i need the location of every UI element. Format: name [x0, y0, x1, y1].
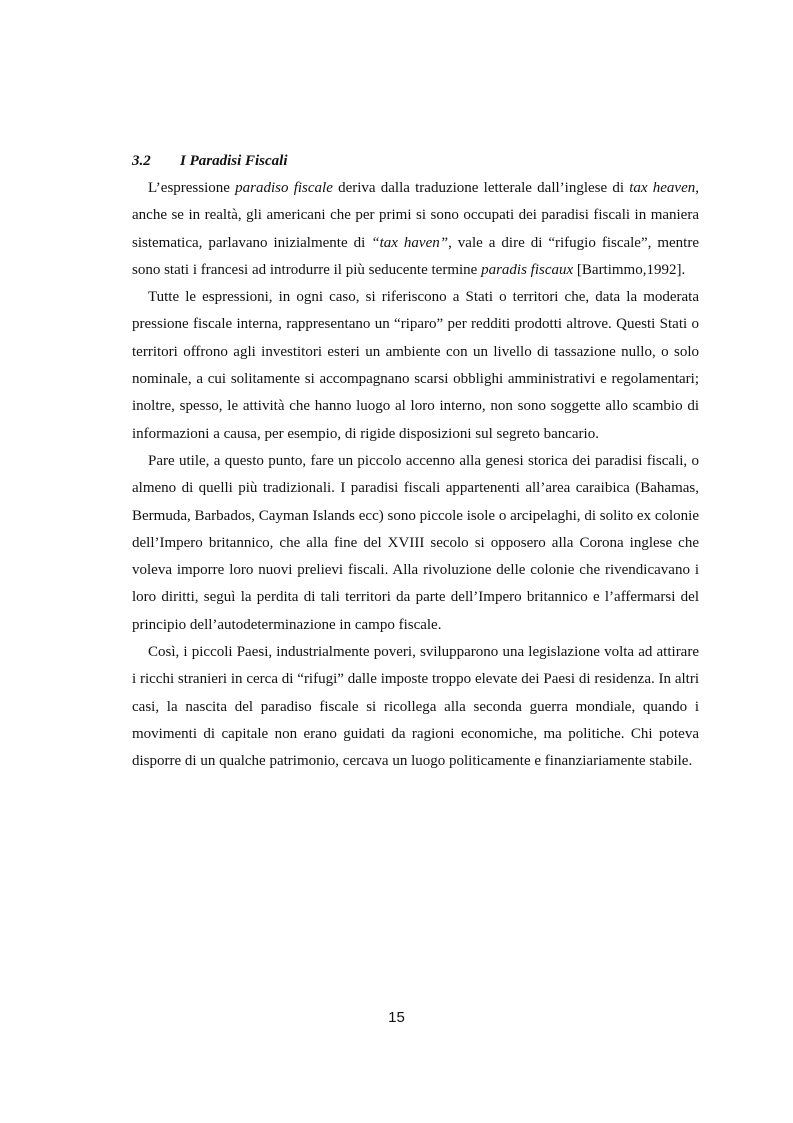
section-title: I Paradisi Fiscali	[180, 153, 288, 169]
text-segment: deriva dalla traduzione letterale dall’inglese di	[332, 180, 630, 196]
text-segment: Così, i piccoli Paesi, industrialmente poveri, svilupparono una legislazione volta ad attirare i ricchi stranieri in cerca di “rifugi” dalle imposte troppo elevate dei Paesi di residenza. In altri casi, la nascita del paradiso fiscale si ricollega alla seconda guerra mondiale, quando i movimenti di capitale non erano guidati da ragioni economiche, ma politiche. Chi poteva disporre di un qualche patrimonio, cercava un luogo politicamente e finanziariamente stabile.	[132, 644, 699, 770]
citation: [Bartimmo,1992].	[573, 261, 686, 278]
paragraph-1	[132, 175, 699, 284]
section-number: 3.2	[132, 153, 151, 169]
text-segment: Pare utile, a questo punto, fare un piccolo accenno alla genesi storica dei paradisi fiscali, o almeno di quelli più tradizionali. I paradisi fiscali appartenenti all’area caraibica (Bahamas, Bermuda, Barbados, Cayman Islands ecc) sono piccole isole o arcipelaghi, di solito ex colonie dell’Impero britannico, che alla fine del XVIII secolo si opposero alla Corona inglese che voleva imporre loro nuovi prelievi fiscali. Alla rivoluzione delle colonie che rivendicavano i loro diritti, seguì la perdita di tali territori da parte dell’Impero britannico e l’affermarsi del principio dell’autodeterminazione in campo fiscale.	[132, 452, 699, 633]
italic-term: paradiso fiscale	[235, 180, 333, 196]
paragraph-3	[132, 448, 699, 639]
section-heading	[132, 148, 699, 175]
italic-term: paradis fiscaux	[481, 261, 574, 278]
italic-term: tax heaven	[629, 180, 696, 196]
paragraph-4	[132, 639, 699, 775]
text-segment: , vale a dire di “rifugio fiscale”, mentre sono stati i francesi ad introdurre il più seducente termine	[132, 234, 699, 278]
text-segment: , anche se in realtà, gli americani che per primi si sono occupati dei paradisi fiscali in maniera sistematica, parlavano inizialmente di	[132, 180, 699, 251]
page-number: 15	[388, 1009, 405, 1026]
paragraph-2	[132, 284, 699, 448]
text-segment: L’espressione	[148, 180, 236, 196]
document-page	[132, 148, 699, 776]
italic-term: “tax haven”	[371, 234, 449, 251]
text-segment: Tutte le espressioni, in ogni caso, si riferiscono a Stati o territori che, data la moderata pressione fiscale interna, rappresentano un “riparo” per redditi prodotti altrove. Questi Stati o territori offrono agli investitori esteri un ambiente con un livello di tassazione nullo, o solo nominale, a cui solitamente si accompagnano scarsi obblighi amministrativi e regolamentari; inoltre, spesso, le attività che hanno luogo al loro interno, non sono soggette allo scambio di informazioni a causa, per esempio, di rigide disposizioni sul segreto bancario.	[132, 289, 699, 442]
